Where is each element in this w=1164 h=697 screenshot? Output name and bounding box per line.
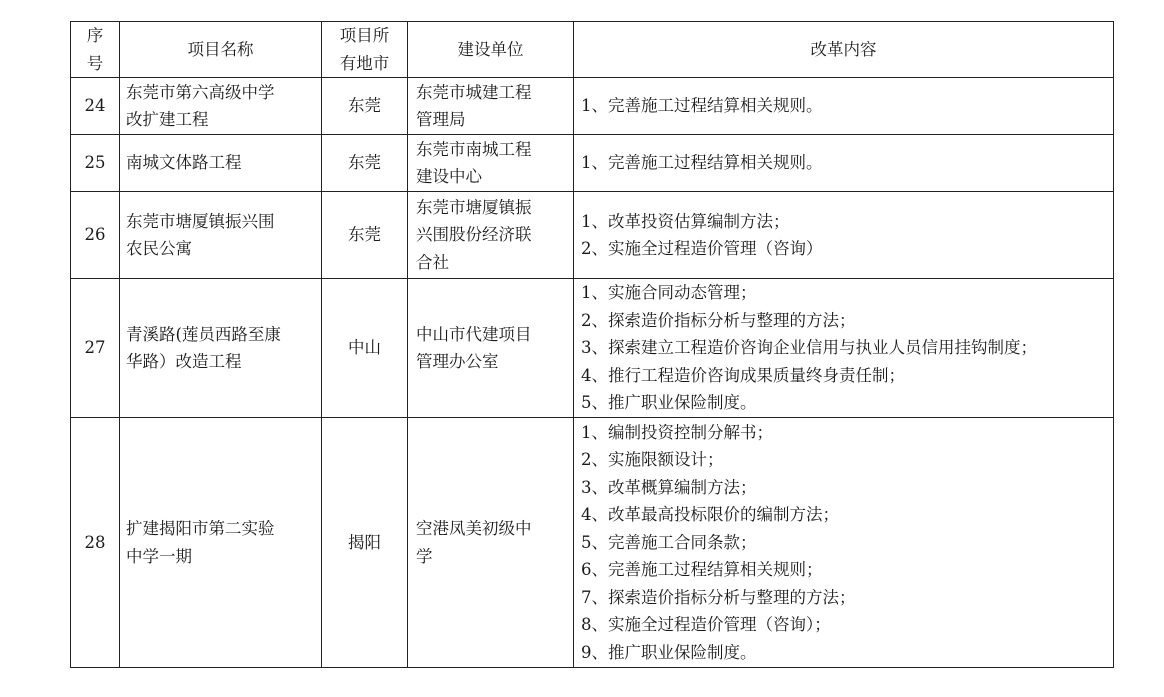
row-construction-unit [408,418,574,668]
table-row [71,192,1114,279]
project-name-line: 改扩建工程 [126,110,209,129]
table-row [71,279,1114,418]
row-city: 东莞 [322,192,408,279]
reform-content-item: 1、改革投资估算编制方法； [581,211,790,231]
construction-unit-line: 中山市代建项目 [416,324,532,344]
construction-unit-line: 东莞市城建工程 [416,82,532,102]
header-content: 改革内容 [574,22,1114,78]
row-project-name [120,192,322,279]
row-index: 24 [71,78,120,135]
reform-content-item: 8、实施全过程造价管理（咨询）； [581,615,831,635]
construction-unit-line: 兴围股份经济联 [416,225,532,245]
reform-content-item: 3、改革概算编制方法； [581,477,757,497]
row-construction-unit [408,78,574,135]
reform-content-item: 7、探索造价指标分析与整理的方法； [581,587,856,607]
header-index [71,22,120,78]
row-construction-unit [408,135,574,192]
reform-content-item: 1、完善施工过程结算相关规则。 [581,153,823,173]
row-project-name [120,135,322,192]
reform-content-item: 1、实施合同动态管理； [581,283,757,303]
row-index: 27 [71,279,120,418]
reform-content-item: 6、完善施工过程结算相关规则； [581,560,823,580]
reform-content-item: 5、完善施工合同条款； [581,532,757,552]
table-body [71,78,1114,668]
project-name-line: 扩建揭阳市第二实验 [126,519,275,538]
row-city: 东莞 [322,78,408,135]
reform-content-item: 1、完善施工过程结算相关规则。 [581,96,823,116]
row-index: 26 [71,192,120,279]
row-city: 东莞 [322,135,408,192]
reform-content-item: 3、探索建立工程造价咨询企业信用与执业人员信用挂钩制度； [581,338,1037,358]
project-name-line: 中学一期 [126,546,192,566]
header-city-line: 有地市 [339,53,390,73]
construction-unit-line: 建设中心 [416,167,482,186]
row-project-name [120,78,322,135]
construction-unit-line: 东莞市南城工程 [416,139,532,159]
reform-content-item: 1、编制投资控制分解书； [581,422,773,442]
project-name-line: 青溪路(莲员西路至康 [126,324,281,344]
table-row [71,418,1114,668]
project-name-line: 东莞市第六高级中学 [126,82,275,102]
row-reform-content [574,192,1114,279]
table-row [71,135,1114,192]
project-name-line: 东莞市塘厦镇振兴围 [126,211,275,231]
row-city: 中山 [322,279,408,418]
project-table [70,21,1114,668]
row-project-name [120,418,322,668]
reform-content-item: 9、推广职业保险制度。 [581,642,757,662]
reform-content-item: 2、实施全过程造价管理（咨询） [581,239,823,258]
project-name-line: 华路）改造工程 [126,352,242,371]
header-index-line: 号 [86,53,104,73]
row-reform-content [574,279,1114,418]
row-city: 揭阳 [322,418,408,668]
reform-content-item: 4、改革最高投标限价的编制方法； [581,505,839,525]
project-name-line: 南城文体路工程 [126,153,242,173]
header-unit: 建设单位 [408,22,574,78]
header-city-line: 项目所 [339,26,390,45]
construction-unit-line: 管理办公室 [416,352,499,371]
row-construction-unit [408,192,574,279]
row-index: 28 [71,418,120,668]
reform-content-item: 2、实施限额设计； [581,450,724,470]
construction-unit-line: 空港凤美初级中 [416,519,532,538]
row-project-name [120,279,322,418]
header-row [71,22,1114,78]
reform-content-item: 2、探索造价指标分析与整理的方法； [581,310,856,330]
row-construction-unit [408,279,574,418]
construction-unit-line: 管理局 [416,110,466,129]
construction-unit-line: 东莞市塘厦镇振 [416,197,532,217]
reform-content-item: 4、推行工程造价咨询成果质量终身责任制； [581,365,905,385]
row-reform-content [574,135,1114,192]
table-row [71,78,1114,135]
row-reform-content [574,418,1114,668]
header-city [322,22,408,78]
construction-unit-line: 学 [416,546,433,566]
project-name-line: 农民公寓 [126,239,192,258]
header-name: 项目名称 [120,22,322,78]
row-reform-content [574,78,1114,135]
reform-content-item: 5、推广职业保险制度。 [581,393,757,413]
header-index-line: 序 [86,26,104,45]
row-index: 25 [71,135,120,192]
construction-unit-line: 合社 [416,252,449,272]
